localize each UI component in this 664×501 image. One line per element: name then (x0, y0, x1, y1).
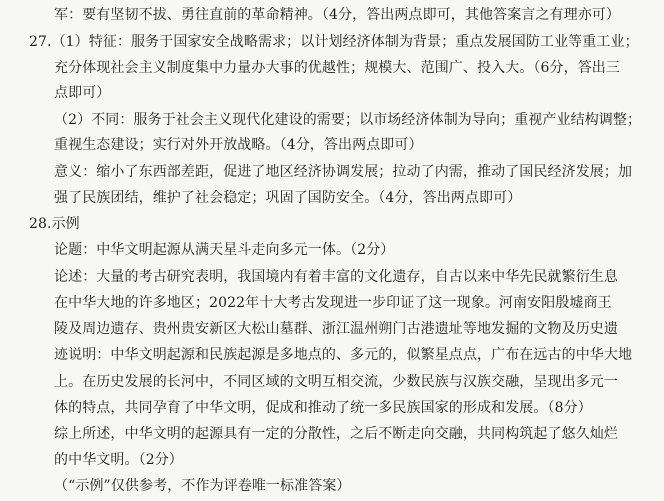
text-line: （“示例”仅供参考，不作为评卷唯一标准答案） (54, 478, 351, 494)
text-line: 陵及周边遗存、贵州贵安新区大松山墓群、浙江温州朔门古港遗址等地发掘的文物及历史遗 (54, 321, 618, 337)
text-line: 论述：大量的考古研究表明，我国境内有着丰富的文化遗存，自古以来中华先民就繁衍生息 (54, 269, 618, 285)
text-line: 28.示例 (29, 216, 80, 232)
text-line: 上。在历史发展的长河中，不同区域的文明互相交流，少数民族与汉族交融，呈现出多元一 (54, 374, 618, 390)
text-line: （2）不同：服务于社会主义现代化建设的需要；以市场经济体制为导向；重视产业结构调整； (54, 112, 642, 128)
text-line: 在中华大地的许多地区；2022年十大考古发现进一步印证了这一现象。河南安阳殷墟商王 (54, 295, 612, 311)
text-line: 意义：缩小了东西部差距，促进了地区经济协调发展；拉动了内需，推动了国民经济发展；加 (54, 164, 633, 180)
text-line: 军：要有坚韧不拔、勇往直前的革命精神。（4分，答出两点即可，其他答案言之有理亦可） (54, 7, 621, 23)
text-line: 重视生态建设；实行对外开放战略。（4分，答出两点即可） (54, 137, 423, 153)
text-line: 27.（1）特征：服务于国家安全战略需求；以计划经济体制为背景；重点发展国防工业等重工业； (29, 34, 639, 50)
text-line: 强了民族团结，维护了社会稳定；巩固了国防安全。（4分，答出两点即可） (54, 190, 522, 206)
text-line: 迹说明：中华文明起源和民族起源是多地点的、多元的，似繁星点点，广布在远古的中华大地 (54, 347, 633, 363)
text-line: 体的特点，共同孕育了中华文明，促成和推动了统一多民族国家的形成和发展。（8分） (54, 400, 592, 416)
text-line: 点即可） (54, 85, 111, 101)
text-line: 的中华文明。（2分） (54, 452, 183, 468)
text-line: 充分体现社会主义制度集中力量办大事的优越性；规模大、范围广、投入大。（6分，答出三 (54, 60, 621, 76)
text-line: 论题：中华文明起源从满天星斗走向多元一体。（2分） (54, 242, 395, 258)
text-line: 综上所述，中华文明的起源具有一定的分散性，之后不断走向交融，共同构筑起了悠久灿烂 (54, 426, 618, 442)
